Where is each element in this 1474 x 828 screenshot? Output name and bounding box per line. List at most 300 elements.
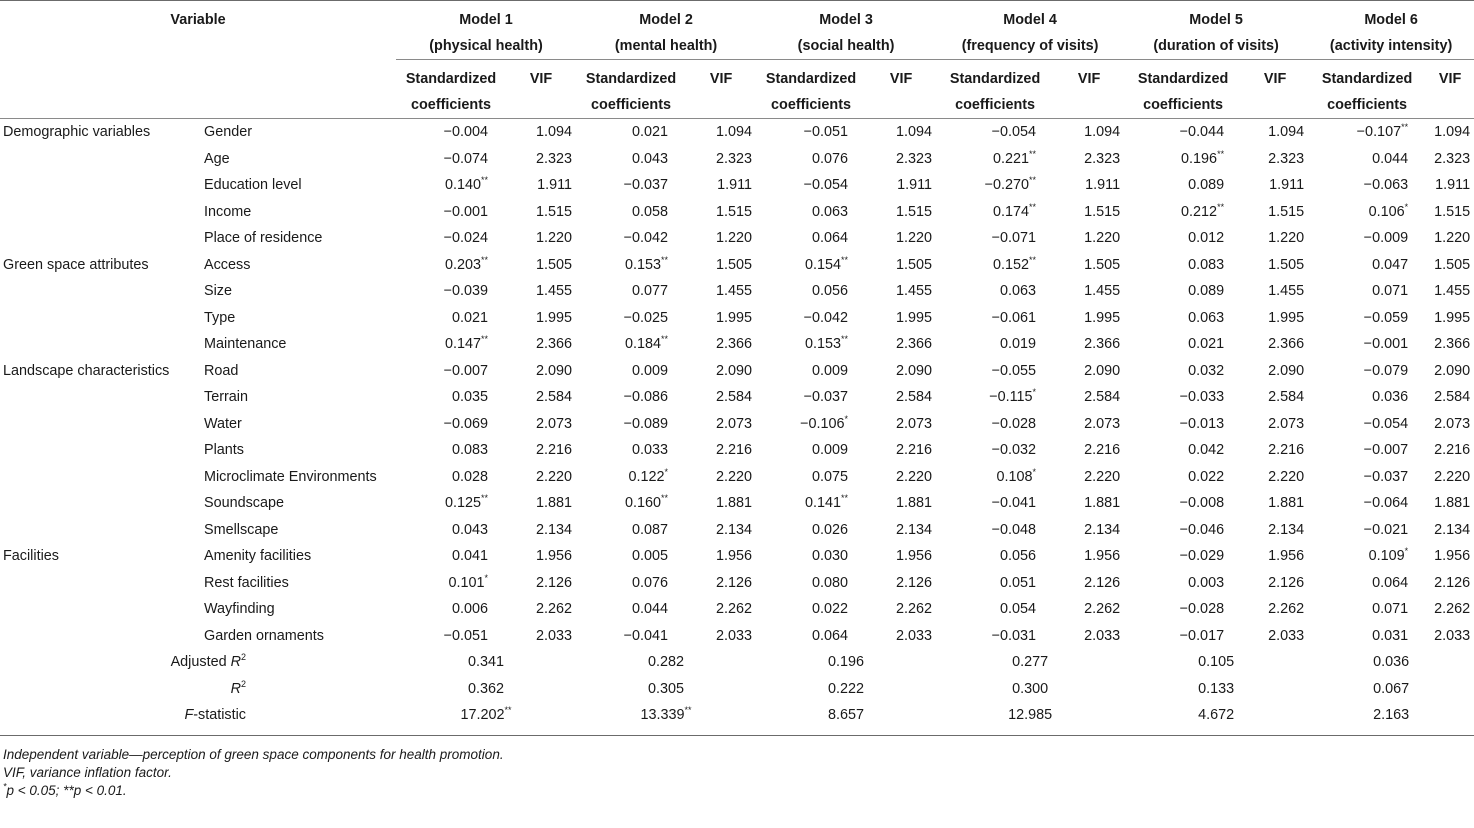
significance-marker: * bbox=[1032, 387, 1037, 398]
model-4-title: Model 4 bbox=[1003, 12, 1057, 28]
coefficient-value: 0.071 bbox=[1372, 601, 1409, 618]
coefficient-value: 0.056 bbox=[1000, 548, 1037, 565]
variable-label: Water bbox=[204, 415, 242, 432]
coefficient-value: −0.039 bbox=[443, 283, 489, 300]
table-body bbox=[0, 119, 1474, 650]
table-row bbox=[0, 305, 1474, 332]
vif-value: 2.323 bbox=[1084, 150, 1121, 167]
model-5-title: Model 5 bbox=[1189, 12, 1243, 28]
vif-label: VIF bbox=[889, 71, 913, 87]
vif-value: 2.220 bbox=[536, 468, 573, 485]
coefficient-value: 0.077 bbox=[632, 283, 669, 300]
vif-value: 2.090 bbox=[536, 362, 573, 379]
vif-value: 1.911 bbox=[1435, 177, 1471, 194]
note-vif: VIF, variance inflation factor. bbox=[3, 764, 172, 780]
table-row bbox=[0, 199, 1474, 226]
coefficient-value: 0.005 bbox=[632, 548, 669, 565]
significance-marker: * bbox=[484, 572, 489, 583]
vif-value: 1.881 bbox=[896, 495, 933, 512]
coefficient-value: 0.152** bbox=[993, 254, 1037, 273]
significance-marker: ** bbox=[841, 334, 849, 345]
coefficient-value: −0.106* bbox=[800, 413, 849, 432]
vif-value: 1.455 bbox=[1084, 283, 1121, 300]
vif-value: 2.584 bbox=[896, 389, 933, 406]
coefficient-value: 0.064 bbox=[1372, 574, 1409, 591]
vif-value: 2.584 bbox=[536, 389, 573, 406]
variable-label: Maintenance bbox=[204, 336, 287, 353]
vif-value: 2.033 bbox=[1434, 627, 1471, 644]
stat-value: 8.657 bbox=[756, 702, 936, 735]
coefficient-value: 0.043 bbox=[632, 150, 669, 167]
vif-value: 1.515 bbox=[1084, 203, 1121, 220]
vif-value: 2.033 bbox=[1268, 627, 1305, 644]
vif-value: 1.995 bbox=[1434, 309, 1471, 326]
vif-value: 2.262 bbox=[1434, 601, 1471, 618]
coefficient-value: 0.063 bbox=[1188, 309, 1225, 326]
variable-label: Type bbox=[204, 309, 236, 326]
coefficient-value: 0.106* bbox=[1368, 201, 1409, 220]
vif-value: 1.515 bbox=[1434, 203, 1471, 220]
vif-value: 2.220 bbox=[896, 468, 933, 485]
coefficient-value: 0.160** bbox=[625, 493, 669, 512]
vif-value: 2.073 bbox=[896, 415, 933, 432]
coefficient-value: 0.047 bbox=[1372, 256, 1409, 273]
coefficient-value: −0.013 bbox=[1179, 415, 1225, 432]
coefficient-value: 0.125** bbox=[444, 493, 489, 512]
adjusted-r2-label: Adjusted $R^2$ bbox=[170, 652, 247, 671]
vif-value: 2.262 bbox=[536, 601, 573, 618]
significance-marker: ** bbox=[481, 254, 489, 265]
coefficient-value: 0.153** bbox=[625, 254, 669, 273]
vif-value: 2.126 bbox=[1084, 574, 1121, 591]
stat-value: 0.067 bbox=[1373, 680, 1410, 697]
coefficient-value: −0.051 bbox=[803, 124, 849, 141]
vif-value: 2.134 bbox=[716, 521, 753, 538]
coefficient-value: −0.054 bbox=[803, 177, 849, 194]
coefficient-value: 0.083 bbox=[452, 442, 489, 459]
vif-value: 2.323 bbox=[716, 150, 753, 167]
vif-value: 1.094 bbox=[1434, 124, 1471, 141]
coefficient-value: −0.069 bbox=[443, 415, 489, 432]
table-row bbox=[0, 146, 1474, 173]
coefficient-value: −0.042 bbox=[803, 309, 849, 326]
vif-label: VIF bbox=[529, 71, 553, 87]
coefficient-value: 0.030 bbox=[812, 548, 849, 565]
model-3-subtitle: (social health) bbox=[756, 33, 936, 60]
significance-marker: ** bbox=[661, 493, 669, 504]
group-label bbox=[0, 517, 196, 544]
variable-label: Microclimate Environments bbox=[204, 468, 377, 485]
coefficient-value: 0.035 bbox=[452, 389, 489, 406]
table-row bbox=[0, 225, 1474, 252]
vif-value: 2.090 bbox=[1434, 362, 1471, 379]
coefficient-value: 0.109* bbox=[1368, 546, 1409, 565]
vif-value: 1.515 bbox=[716, 203, 753, 220]
group-label bbox=[0, 278, 196, 305]
group-label bbox=[0, 172, 196, 199]
variable-label: Access bbox=[204, 256, 251, 273]
vif-value: 2.216 bbox=[896, 442, 933, 459]
vif-label: VIF bbox=[1263, 71, 1287, 87]
vif-value: 1.455 bbox=[896, 283, 933, 300]
stat-value: 0.341 bbox=[468, 654, 505, 671]
stat-value: 0.305 bbox=[648, 680, 685, 697]
coefficient-value: 0.122* bbox=[628, 466, 669, 485]
coefficient-value: 0.021 bbox=[1188, 336, 1225, 353]
group-label: Landscape characteristics bbox=[3, 362, 170, 379]
vif-value: 2.220 bbox=[1434, 468, 1471, 485]
vif-value: 1.220 bbox=[716, 230, 753, 247]
stat-value: 0.105 bbox=[1198, 654, 1235, 671]
vif-value: 1.911 bbox=[1085, 177, 1121, 194]
vif-value: 2.134 bbox=[896, 521, 933, 538]
subheader-row-2 bbox=[0, 92, 1474, 119]
vif-value: 1.881 bbox=[1434, 495, 1471, 512]
vif-value: 1.881 bbox=[536, 495, 573, 512]
table-notes bbox=[3, 746, 1474, 800]
coef-label-2: coefficients bbox=[591, 97, 672, 113]
vif-value: 1.505 bbox=[716, 256, 753, 273]
group-label bbox=[0, 490, 196, 517]
coefficient-value: −0.029 bbox=[1179, 548, 1225, 565]
vif-value: 2.584 bbox=[1084, 389, 1121, 406]
stat-value: 12.985 bbox=[936, 702, 1124, 735]
coefficient-value: 0.141** bbox=[805, 493, 849, 512]
stat-value: 0.282 bbox=[648, 654, 685, 671]
vif-value: 1.220 bbox=[1268, 230, 1305, 247]
group-label bbox=[0, 411, 196, 438]
vif-value: 1.094 bbox=[1268, 124, 1305, 141]
vif-value: 2.262 bbox=[1084, 601, 1121, 618]
group-label bbox=[0, 199, 196, 226]
group-label bbox=[0, 331, 196, 358]
vif-value: 1.956 bbox=[1434, 548, 1471, 565]
coefficient-value: −0.079 bbox=[1363, 362, 1409, 379]
significance-marker: ** bbox=[1029, 148, 1037, 159]
coefficient-value: −0.046 bbox=[1179, 521, 1225, 538]
coefficient-value: −0.009 bbox=[1363, 230, 1409, 247]
group-label bbox=[0, 464, 196, 491]
group-label bbox=[0, 437, 196, 464]
stat-value: 0.362 bbox=[468, 680, 505, 697]
vif-value: 1.881 bbox=[1084, 495, 1121, 512]
group-label bbox=[0, 570, 196, 597]
coefficient-value: 0.058 bbox=[632, 203, 669, 220]
table-row bbox=[0, 119, 1474, 146]
vif-value: 2.366 bbox=[1268, 336, 1305, 353]
coefficient-value: −0.044 bbox=[1179, 124, 1225, 141]
variable-label: Amenity facilities bbox=[204, 548, 312, 565]
stat-value: 4.672 bbox=[1124, 702, 1308, 735]
vif-value: 2.323 bbox=[1268, 150, 1305, 167]
model-2-title: Model 2 bbox=[639, 12, 693, 28]
vif-value: 1.995 bbox=[1268, 309, 1305, 326]
coef-label-2: coefficients bbox=[771, 97, 852, 113]
group-label bbox=[0, 384, 196, 411]
vif-value: 2.220 bbox=[1084, 468, 1121, 485]
coefficient-value: 0.032 bbox=[1188, 362, 1225, 379]
vif-value: 2.584 bbox=[1434, 389, 1471, 406]
model-5-subtitle: (duration of visits) bbox=[1124, 33, 1308, 60]
significance-marker: ** bbox=[1029, 254, 1037, 265]
f-statistic-row bbox=[0, 702, 1474, 735]
table-row bbox=[0, 278, 1474, 305]
vif-value: 2.216 bbox=[536, 442, 573, 459]
vif-label: VIF bbox=[1077, 71, 1101, 87]
variable-label: Wayfinding bbox=[204, 601, 275, 618]
coefficient-value: −0.041 bbox=[623, 627, 669, 644]
vif-value: 2.262 bbox=[1268, 601, 1305, 618]
stat-value: 2.163 bbox=[1308, 702, 1474, 735]
coefficient-value: 0.108* bbox=[996, 466, 1037, 485]
coefficient-value: 0.031 bbox=[1372, 627, 1409, 644]
vif-value: 2.366 bbox=[1084, 336, 1121, 353]
vif-value: 1.956 bbox=[1084, 548, 1121, 565]
stat-value: 0.300 bbox=[1012, 680, 1049, 697]
vif-value: 1.956 bbox=[536, 548, 573, 565]
table-row bbox=[0, 172, 1474, 199]
table-row bbox=[0, 464, 1474, 491]
table-row bbox=[0, 517, 1474, 544]
vif-value: 2.090 bbox=[1084, 362, 1121, 379]
significance-marker: ** bbox=[504, 705, 512, 716]
coefficient-value: −0.017 bbox=[1179, 627, 1225, 644]
fit-statistics bbox=[0, 649, 1474, 735]
vif-value: 1.995 bbox=[536, 309, 573, 326]
stat-value: 0.036 bbox=[1373, 654, 1410, 671]
coefficient-value: 0.196** bbox=[1181, 148, 1225, 167]
table-header bbox=[0, 1, 1474, 119]
vif-value: 2.033 bbox=[1084, 627, 1121, 644]
vif-label: VIF bbox=[1438, 71, 1462, 87]
coefficient-value: 0.036 bbox=[1372, 389, 1409, 406]
vif-value: 2.073 bbox=[1434, 415, 1471, 432]
vif-value: 2.033 bbox=[896, 627, 933, 644]
vif-value: 2.220 bbox=[716, 468, 753, 485]
significance-marker: ** bbox=[481, 493, 489, 504]
significance-marker: ** bbox=[661, 254, 669, 265]
vif-value: 2.366 bbox=[716, 336, 753, 353]
coef-label-2: coefficients bbox=[1327, 97, 1408, 113]
vif-value: 1.220 bbox=[896, 230, 933, 247]
coefficient-value: −0.042 bbox=[623, 230, 669, 247]
coefficient-value: 0.054 bbox=[1000, 601, 1037, 618]
significance-marker: * bbox=[1032, 466, 1037, 477]
vif-value: 2.584 bbox=[716, 389, 753, 406]
coefficient-value: −0.086 bbox=[623, 389, 669, 406]
coef-label-2: coefficients bbox=[1143, 97, 1224, 113]
vif-value: 2.033 bbox=[536, 627, 573, 644]
stat-value: 13.339** bbox=[576, 702, 756, 735]
coefficient-value: 0.174** bbox=[993, 201, 1037, 220]
coefficient-value: 0.021 bbox=[452, 309, 489, 326]
vif-value: 2.134 bbox=[1434, 521, 1471, 538]
variable-label: Terrain bbox=[204, 389, 248, 406]
vif-value: 1.911 bbox=[717, 177, 753, 194]
coefficient-value: −0.059 bbox=[1363, 309, 1409, 326]
variable-label: Plants bbox=[204, 442, 244, 459]
variable-label: Soundscape bbox=[204, 495, 285, 512]
coefficient-value: 0.063 bbox=[812, 203, 849, 220]
coefficient-value: 0.009 bbox=[812, 362, 849, 379]
group-label bbox=[0, 596, 196, 623]
vif-label: VIF bbox=[709, 71, 733, 87]
table-row bbox=[0, 490, 1474, 517]
vif-value: 1.515 bbox=[1268, 203, 1305, 220]
variable-label: Garden ornaments bbox=[204, 627, 324, 644]
subheader-row-1 bbox=[0, 60, 1474, 93]
coef-label-2: coefficients bbox=[411, 97, 491, 113]
vif-value: 2.366 bbox=[1434, 336, 1471, 353]
vif-value: 1.995 bbox=[716, 309, 753, 326]
coefficient-value: 0.089 bbox=[1188, 283, 1225, 300]
coefficient-value: 0.140** bbox=[444, 175, 489, 194]
vif-value: 1.455 bbox=[1268, 283, 1305, 300]
coefficient-value: 0.076 bbox=[812, 150, 849, 167]
r2-row bbox=[0, 676, 1474, 703]
table-row bbox=[0, 543, 1474, 570]
significance-marker: * bbox=[664, 466, 669, 477]
table-row bbox=[0, 358, 1474, 385]
vif-value: 2.323 bbox=[1434, 150, 1471, 167]
coefficient-value: 0.212** bbox=[1181, 201, 1225, 220]
coefficient-value: 0.203** bbox=[444, 254, 489, 273]
vif-value: 2.134 bbox=[1084, 521, 1121, 538]
stat-value: 0.196 bbox=[828, 654, 865, 671]
coefficient-value: −0.054 bbox=[1363, 415, 1409, 432]
coefficient-value: 0.101* bbox=[448, 572, 489, 591]
vif-value: 2.073 bbox=[536, 415, 573, 432]
coefficient-value: 0.026 bbox=[812, 521, 849, 538]
coefficient-value: 0.071 bbox=[1372, 283, 1409, 300]
coefficient-value: 0.028 bbox=[452, 468, 489, 485]
coefficient-value: −0.037 bbox=[1363, 468, 1409, 485]
vif-value: 2.262 bbox=[716, 601, 753, 618]
coefficient-value: 0.041 bbox=[452, 548, 489, 565]
significance-marker: ** bbox=[1029, 201, 1037, 212]
coefficient-value: −0.115* bbox=[989, 387, 1037, 406]
significance-marker: ** bbox=[1217, 201, 1225, 212]
vif-value: 2.323 bbox=[536, 150, 573, 167]
note-significance: *p < 0.05; **p < 0.01. bbox=[3, 781, 127, 798]
coefficient-value: −0.064 bbox=[1363, 495, 1409, 512]
vif-value: 1.094 bbox=[896, 124, 933, 141]
coefficient-value: −0.007 bbox=[443, 362, 489, 379]
vif-value: 1.956 bbox=[1268, 548, 1305, 565]
coef-label: Standardized bbox=[1321, 71, 1413, 87]
coef-label: Standardized bbox=[949, 71, 1041, 87]
coefficient-value: 0.051 bbox=[1000, 574, 1037, 591]
coefficient-value: 0.033 bbox=[632, 442, 669, 459]
coefficient-value: −0.051 bbox=[443, 627, 489, 644]
vif-value: 2.073 bbox=[1268, 415, 1305, 432]
group-label bbox=[0, 623, 196, 650]
variable-label: Road bbox=[204, 362, 239, 379]
vif-value: 2.262 bbox=[896, 601, 933, 618]
coef-label: Standardized bbox=[405, 71, 497, 87]
stat-value: 17.202** bbox=[396, 702, 576, 735]
variable-label: Gender bbox=[204, 124, 252, 141]
coefficient-value: −0.041 bbox=[991, 495, 1037, 512]
vif-value: 2.073 bbox=[716, 415, 753, 432]
vif-value: 1.505 bbox=[1268, 256, 1305, 273]
coefficient-value: 0.042 bbox=[1188, 442, 1225, 459]
variable-label: Education level bbox=[204, 177, 302, 194]
coefficient-value: 0.154** bbox=[805, 254, 849, 273]
variable-header: Variable bbox=[170, 12, 226, 28]
vif-value: 2.073 bbox=[1084, 415, 1121, 432]
model-2-subtitle: (mental health) bbox=[576, 33, 756, 60]
coefficient-value: −0.028 bbox=[991, 415, 1037, 432]
vif-value: 1.911 bbox=[897, 177, 933, 194]
variable-label: Age bbox=[204, 150, 230, 167]
coefficient-value: −0.061 bbox=[991, 309, 1037, 326]
coefficient-value: −0.055 bbox=[991, 362, 1037, 379]
model-1-title: Model 1 bbox=[459, 12, 513, 28]
vif-value: 2.216 bbox=[716, 442, 753, 459]
significance-marker: ** bbox=[1401, 122, 1409, 133]
model-6-title: Model 6 bbox=[1364, 12, 1418, 28]
coefficient-value: −0.004 bbox=[443, 124, 489, 141]
vif-value: 2.126 bbox=[1268, 574, 1305, 591]
vif-value: 1.505 bbox=[536, 256, 573, 273]
coefficient-value: −0.071 bbox=[991, 230, 1037, 247]
coef-label: Standardized bbox=[765, 71, 857, 87]
coefficient-value: −0.270** bbox=[984, 175, 1037, 194]
table-row bbox=[0, 331, 1474, 358]
coefficient-value: −0.001 bbox=[1363, 336, 1409, 353]
variable-label: Income bbox=[204, 203, 252, 220]
significance-marker: ** bbox=[481, 334, 489, 345]
significance-marker: ** bbox=[1029, 175, 1037, 186]
vif-value: 1.911 bbox=[1269, 177, 1305, 194]
coefficient-value: 0.184** bbox=[625, 334, 669, 353]
coefficient-value: 0.087 bbox=[632, 521, 669, 538]
group-label bbox=[0, 225, 196, 252]
coefficient-value: 0.044 bbox=[1372, 150, 1409, 167]
vif-value: 1.094 bbox=[716, 124, 753, 141]
vif-value: 1.220 bbox=[1084, 230, 1121, 247]
table-row bbox=[0, 411, 1474, 438]
model-4-subtitle: (frequency of visits) bbox=[936, 33, 1124, 60]
vif-value: 2.090 bbox=[716, 362, 753, 379]
vif-value: 2.090 bbox=[1268, 362, 1305, 379]
coefficient-value: −0.107** bbox=[1356, 122, 1409, 141]
model-6-subtitle: (activity intensity) bbox=[1308, 33, 1474, 60]
vif-value: 1.505 bbox=[1084, 256, 1121, 273]
table-row bbox=[0, 623, 1474, 650]
table-row bbox=[0, 384, 1474, 411]
coefficient-value: −0.048 bbox=[991, 521, 1037, 538]
coefficient-value: −0.024 bbox=[443, 230, 489, 247]
table-row bbox=[0, 252, 1474, 279]
coefficient-value: −0.021 bbox=[1363, 521, 1409, 538]
coefficient-value: −0.054 bbox=[991, 124, 1037, 141]
vif-value: 1.094 bbox=[1084, 124, 1121, 141]
coefficient-value: 0.075 bbox=[812, 468, 849, 485]
coefficient-value: −0.033 bbox=[1179, 389, 1225, 406]
vif-value: 1.881 bbox=[716, 495, 753, 512]
coefficient-value: 0.003 bbox=[1188, 574, 1225, 591]
coefficient-value: −0.008 bbox=[1179, 495, 1225, 512]
group-label: Green space attributes bbox=[3, 256, 149, 273]
coef-label-2: coefficients bbox=[955, 97, 1036, 113]
vif-value: 2.134 bbox=[536, 521, 573, 538]
variable-label: Rest facilities bbox=[204, 574, 289, 591]
r2-label: $R^2$ bbox=[230, 678, 247, 697]
coefficient-value: −0.025 bbox=[623, 309, 669, 326]
vif-value: 1.995 bbox=[896, 309, 933, 326]
